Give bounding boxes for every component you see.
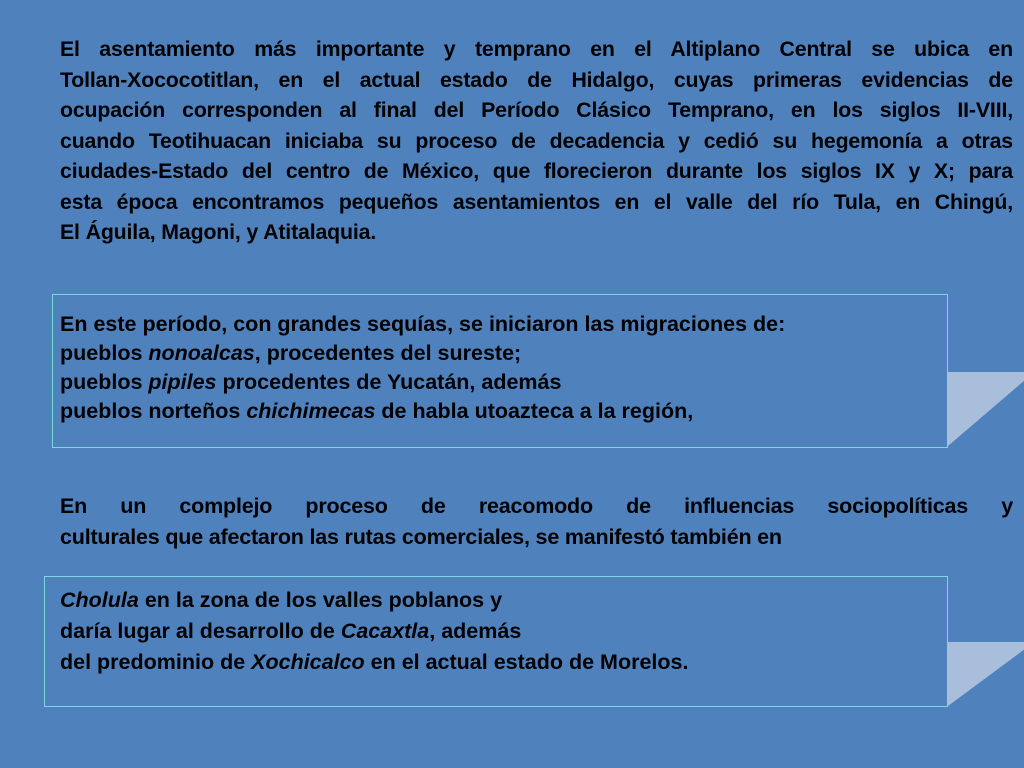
intro-line: esta época encontramos pequeños asentamientos en el valle del río Tula, en Chingú, xyxy=(60,189,1013,214)
intro-line: ocupación corresponden al final del Período Clásico Temprano, en los siglos II-VIII, xyxy=(60,98,1013,122)
reaccommodation-line: culturales que afectaron las rutas comerciales, se manifestó también en xyxy=(60,525,782,549)
reaccommodation-paragraph xyxy=(60,491,1013,553)
sites-text: del predominio de xyxy=(60,650,252,674)
decorative-triangle xyxy=(948,642,1024,706)
migrations-text: procedentes de Yucatán, además xyxy=(216,370,562,394)
migrations-line xyxy=(60,368,785,397)
migrations-line xyxy=(60,339,785,368)
migrations-line xyxy=(60,310,785,339)
migrations-text: En este período, con grandes sequías, se iniciaron las migraciones de: xyxy=(60,312,786,336)
migrations-text: pueblos norteños xyxy=(60,399,247,423)
migrations-text: pueblos xyxy=(60,370,149,394)
migrations-list xyxy=(60,310,785,426)
sites-text: en la zona de los valles poblanos y xyxy=(138,588,503,612)
intro-line: El asentamiento más importante y temprano en el Altiplano Central se ubica en xyxy=(60,37,1013,61)
migrations-line xyxy=(60,397,785,426)
sites-line xyxy=(60,647,688,678)
intro-line: ciudades-Estado del centro de México, que florecieron durante los siglos IX y X; para xyxy=(60,159,1013,183)
sites-line xyxy=(60,616,688,647)
sites-line xyxy=(60,585,688,616)
site-name: Cholula xyxy=(60,588,139,612)
people-name: nonoalcas xyxy=(148,341,255,365)
sites-list xyxy=(60,585,688,678)
intro-line: El Águila, Magoni, y Atitalaquia. xyxy=(60,220,377,244)
reaccommodation-line: En un complejo proceso de reacomodo de influencias sociopolíticas y xyxy=(60,494,1013,518)
sites-text: en el actual estado de Morelos. xyxy=(364,650,689,674)
intro-line: cuando Teotihuacan iniciaba su proceso de decadencia y cedió su hegemonía a otras xyxy=(60,128,1013,153)
decorative-triangle xyxy=(948,372,1024,446)
people-name: pipiles xyxy=(148,370,217,394)
migrations-text: pueblos xyxy=(60,341,149,365)
site-name: Cacaxtla xyxy=(340,619,430,643)
intro-paragraph xyxy=(60,34,1013,248)
intro-line: Tollan-Xococotitlan, en el actual estado de Hidalgo, cuyas primeras evidencias de xyxy=(60,67,1013,92)
sites-text: , además xyxy=(429,619,522,643)
sites-text: daría lugar al desarrollo de xyxy=(60,619,341,643)
migrations-text: de habla utoazteca a la región, xyxy=(375,399,694,423)
migrations-text: , procedentes del sureste; xyxy=(254,341,522,365)
site-name: Xochicalco xyxy=(251,650,365,674)
people-name: chichimecas xyxy=(246,399,376,423)
